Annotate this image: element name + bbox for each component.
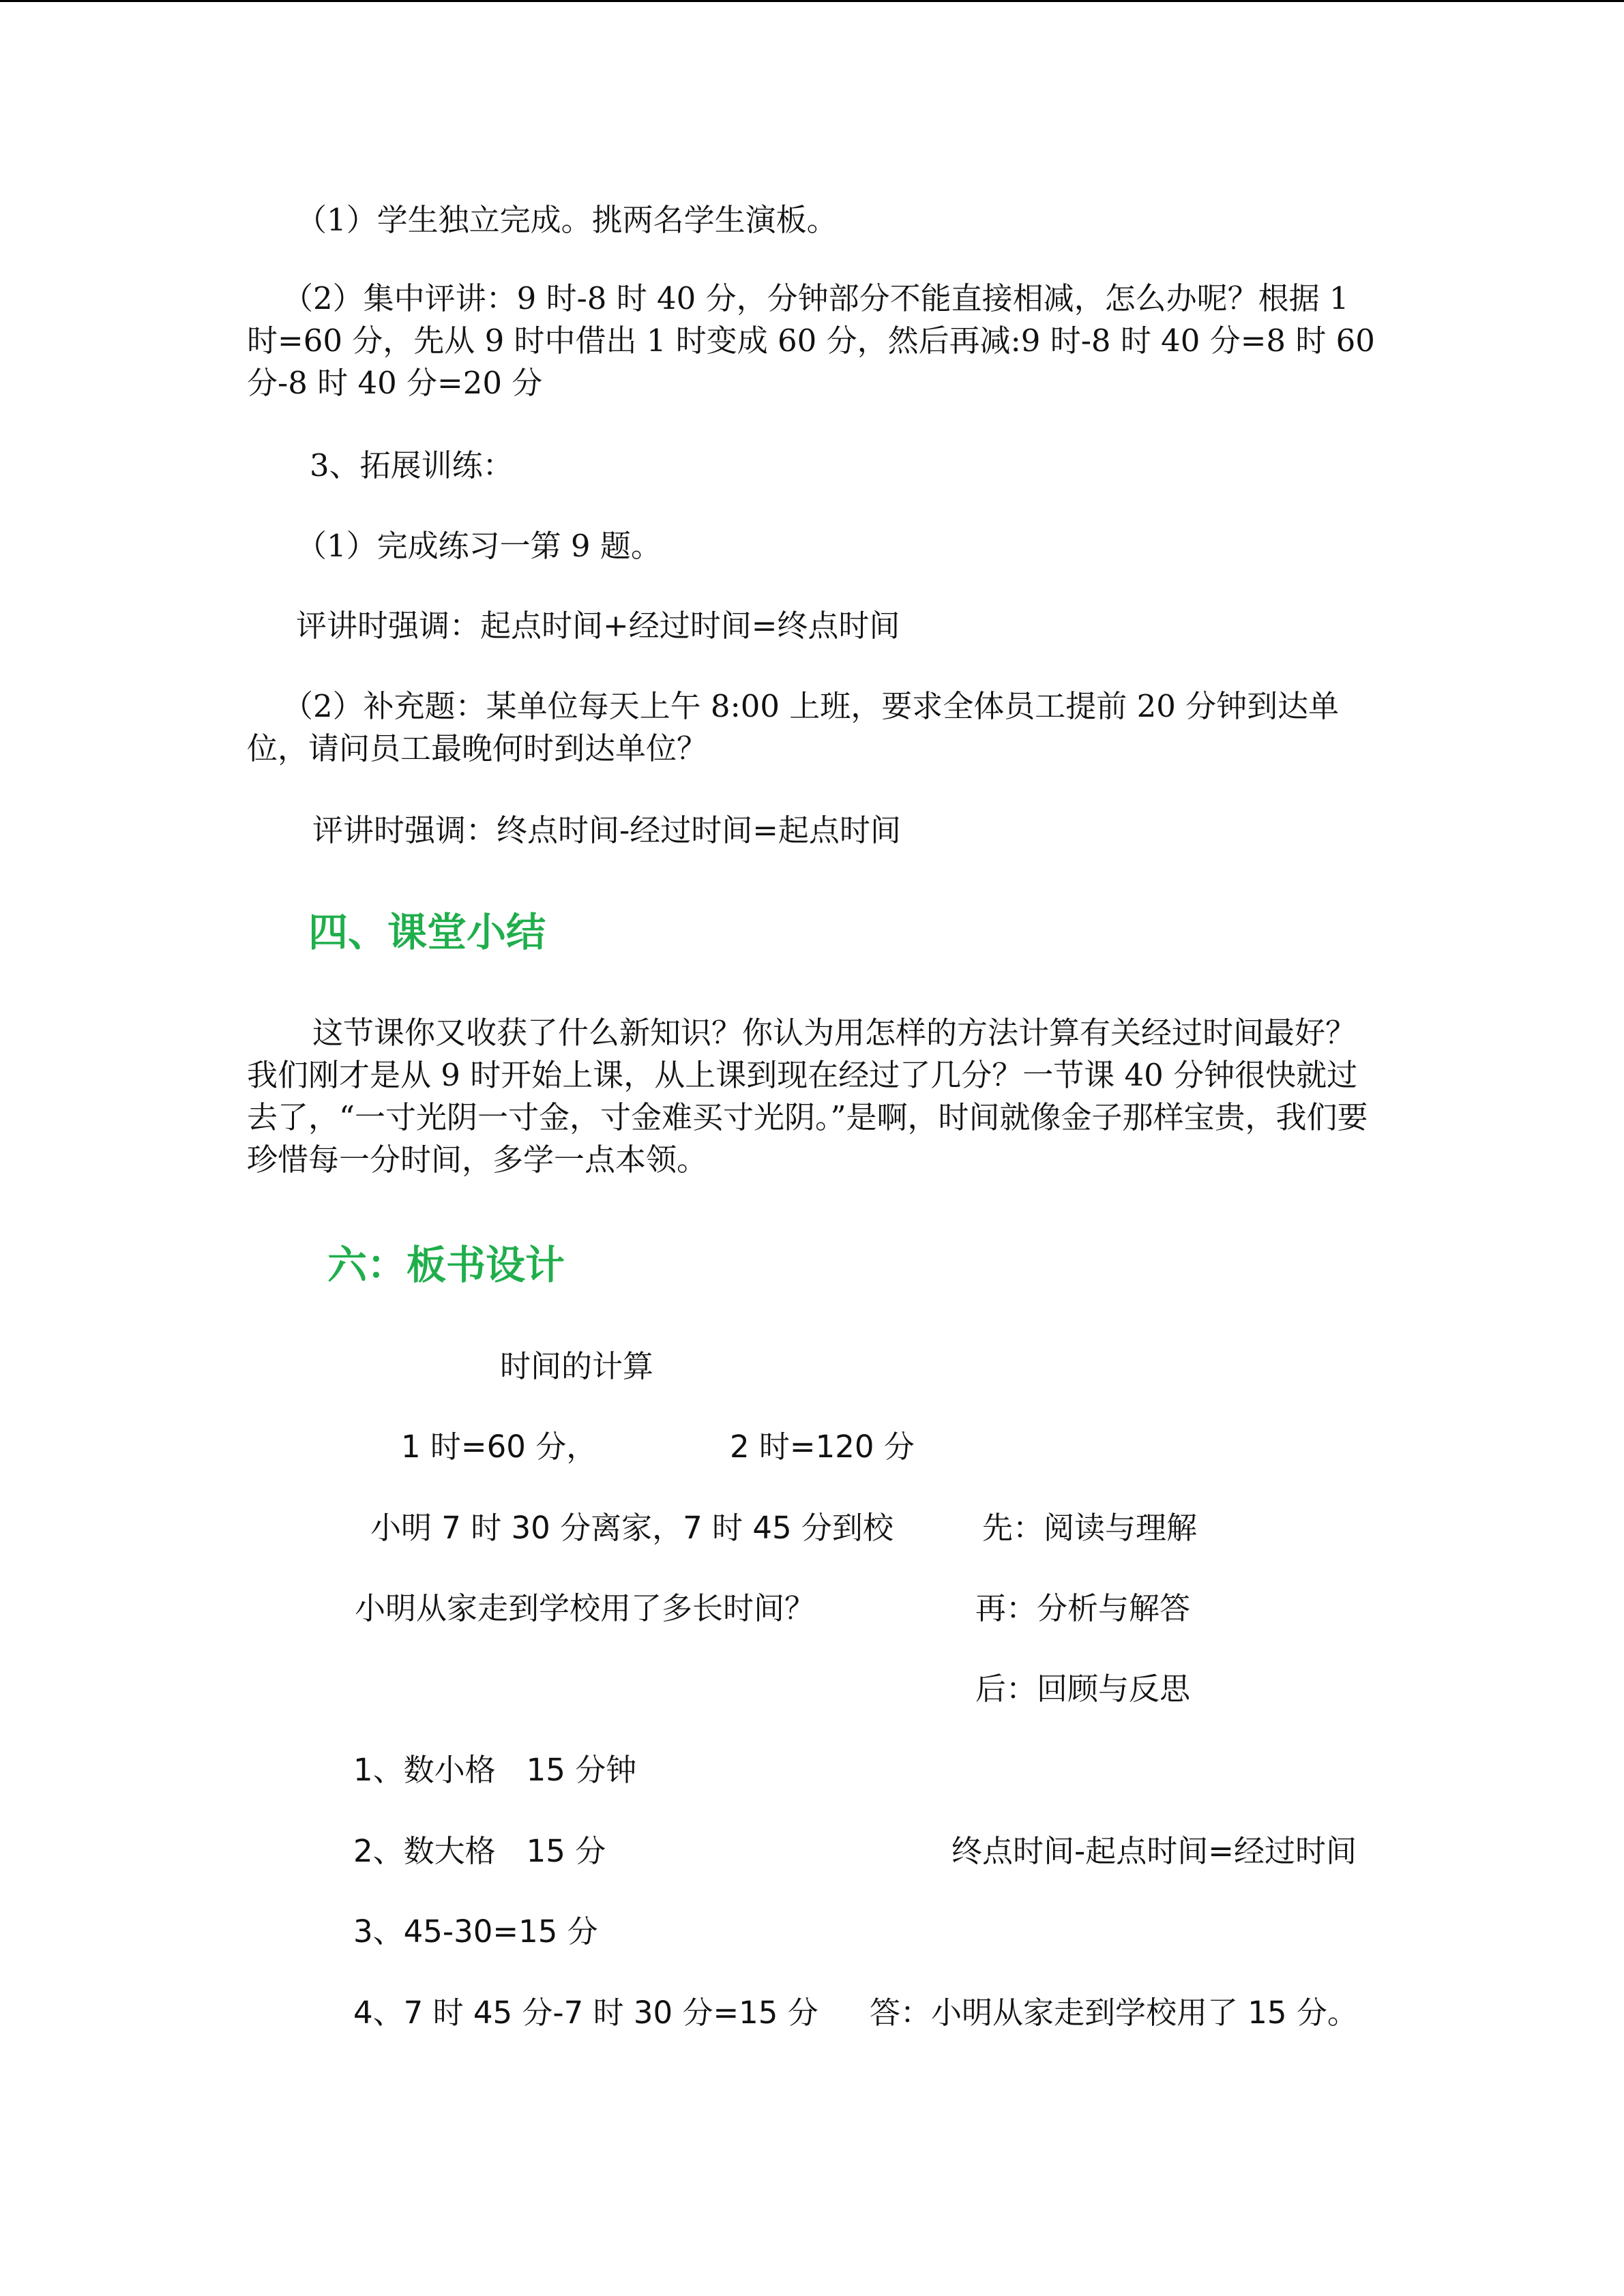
- board-fact-hour-minutes: 1 时=60 分，: [401, 1429, 597, 1465]
- paragraph-student-practice: （1）学生独立完成。挑两名学生演板。: [296, 202, 838, 238]
- paragraph-group-review: （2）集中评讲：9 时-8 时 40 分，分钟部分不能直接相减，怎么办呢？根据 1 时=60 分，先从 9 时中借出 1 时变成 60 分，然后再减:9 时-8 时 40 分=8 时 60 分-8 时 40 分=20 分: [247, 280, 1375, 401]
- board-step-reflect: 后：回顾与反思: [975, 1671, 1191, 1707]
- board-formula: 终点时间-起点时间=经过时间: [951, 1833, 1357, 1869]
- board-method-time-subtraction: 4、7 时 45 分-7 时 30 分=15 分: [353, 1995, 818, 2031]
- page-top-border: [0, 0, 1624, 2]
- paragraph-extension-training: 3、拓展训练：: [310, 447, 514, 483]
- paragraph-review-emphasis-2: 评讲时强调：终点时间-经过时间=起点时间: [312, 812, 901, 848]
- paragraph-review-emphasis-1: 评讲时强调：起点时间+经过时间=终点时间: [296, 608, 900, 644]
- board-title: 时间的计算: [500, 1348, 654, 1384]
- board-problem-statement: 小明 7 时 30 分离家，7 时 45 分到校: [370, 1510, 894, 1546]
- board-method-small-grids: 1、数小格 15 分钟: [353, 1752, 637, 1788]
- board-step-analyze: 再：分析与解答: [975, 1590, 1191, 1626]
- paragraph-class-summary: 这节课你又收获了什么新知识？你认为用怎样的方法计算有关经过时间最好？我们刚才是从 9 时开始上课，从上课到现在经过了几分？一节课 40 分钟很快就过去了，“一寸光阴一寸金，寸金难买寸光阴。”是啊，时间就像金子那样宝贵，我们要珍惜每一分时间，多学一点本领。: [247, 1015, 1368, 1178]
- board-answer: 答：小明从家走到学校用了 15 分。: [870, 1995, 1358, 2031]
- board-problem-question: 小明从家走到学校用了多长时间？: [355, 1590, 816, 1626]
- board-method-subtraction: 3、45-30=15 分: [353, 1913, 598, 1950]
- section-heading-board-design: 六：板书设计: [327, 1242, 565, 1288]
- section-heading-summary: 四、课堂小结: [308, 909, 546, 955]
- paragraph-supplementary-question: （2）补充题：某单位每天上午 8:00 上班，要求全体员工提前 20 分钟到达单位，请问员工最晚何时到达单位？: [247, 688, 1340, 766]
- board-step-read: 先：阅读与理解: [982, 1510, 1198, 1546]
- board-fact-two-hours: 2 时=120 分: [730, 1429, 915, 1465]
- paragraph-exercise-9: （1）完成练习一第 9 题。: [296, 528, 662, 564]
- board-method-large-grids: 2、数大格 15 分: [353, 1833, 606, 1869]
